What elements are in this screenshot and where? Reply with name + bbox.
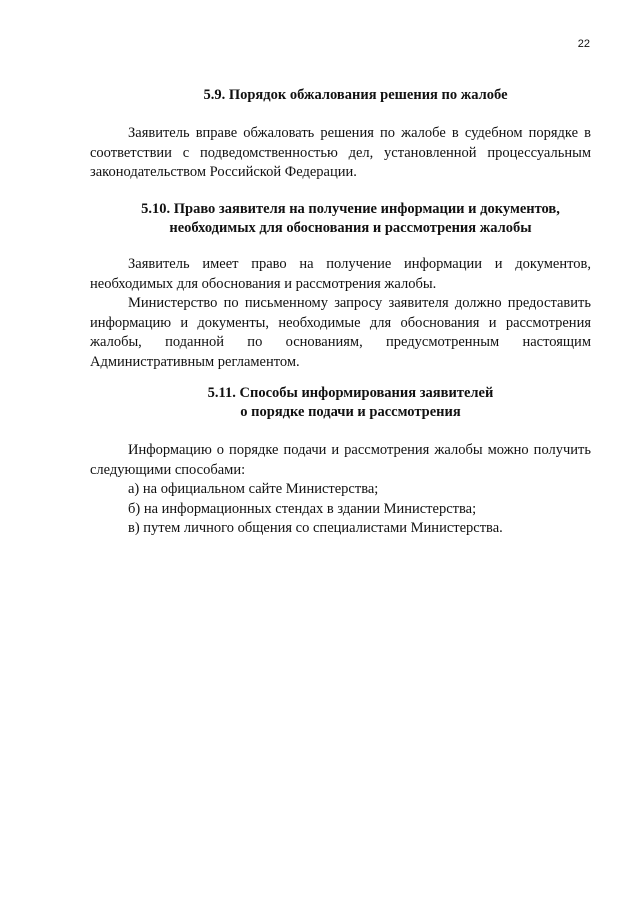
section-5-9 [90,86,591,105]
section-5-10-paragraph-2: Министерство по письменному запросу заявителя должно предоставить информацию и документы, необходимые для обоснования и рассмотрения жалобы, поданной по основаниям, предусмотренным настоящим Административным регламентом. [90,295,591,370]
section-5-11 [90,384,591,422]
page-number: 22 [577,38,590,50]
section-5-9-body [90,124,591,183]
section-5-11-body [90,441,591,539]
section-5-10 [90,200,591,238]
section-5-11-heading-line2: о порядке подачи и рассмотрения [240,404,461,420]
section-5-10-heading-line1: 5.10. Право заявителя на получение информации и документов, [141,201,560,217]
section-5-9-paragraph: Заявитель вправе обжаловать решения по жалобе в судебном порядке в соответствии с подведомственностью дел, установленной процессуальным законодательством Российской Федерации. [90,125,591,180]
section-5-10-body [90,255,591,372]
section-5-11-paragraph: Информацию о порядке подачи и рассмотрения жалобы можно получить следующими способами: [90,442,591,478]
list-item: б) на информационных стендах в здании Министерства; [128,500,477,517]
section-5-9-heading: 5.9. Порядок обжалования решения по жалобе [203,87,508,103]
section-5-11-heading-line1: 5.11. Способы информирования заявителей [207,385,494,401]
list-item: а) на официальном сайте Министерства; [128,481,379,497]
section-5-10-heading-line2: необходимых для обоснования и рассмотрения жалобы [169,220,532,236]
list-item: в) путем личного общения со специалистами Министерства. [128,520,503,536]
section-5-10-paragraph-1: Заявитель имеет право на получение информации и документов, необходимых для обоснования и рассмотрения жалобы. [90,256,591,292]
